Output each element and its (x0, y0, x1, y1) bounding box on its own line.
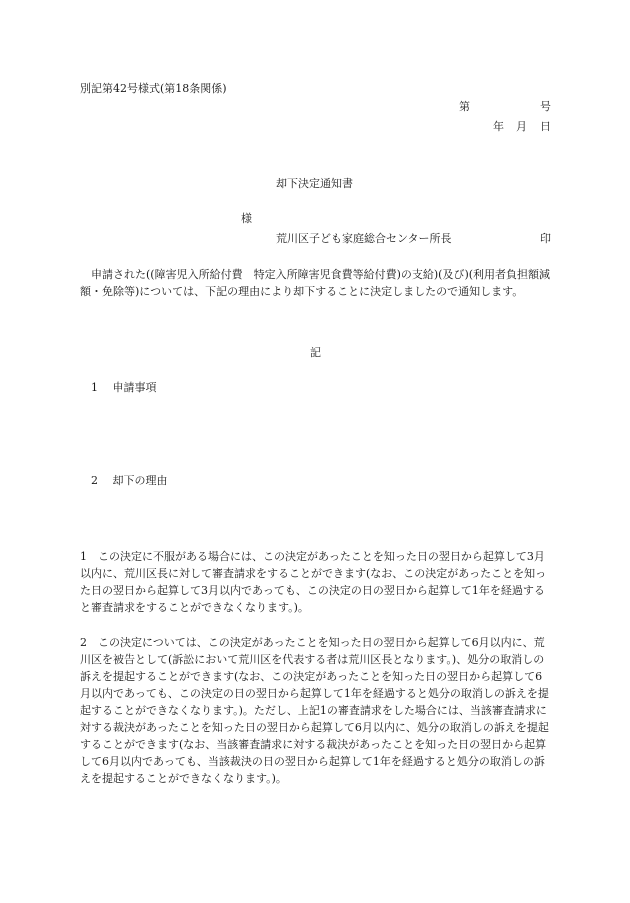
date-year: 年 (493, 120, 504, 133)
item-label: 申請事項 (112, 381, 157, 394)
note-1 (80, 548, 552, 616)
date-month: 月 (516, 120, 527, 133)
seal-mark: 印 (540, 232, 551, 245)
addressee-suffix: 様 (241, 212, 252, 225)
note-text: 2 この決定については、この決定があったことを知った日の翌日から起算して6月以内に、荒川区を被告として(訴訟において荒川区を代表する者は荒川区長となります。)、処分の取消しの訴えを提起することができます(なお、この決定があったことを知った日の翌日から起算して6月以内であっても、この決定の日の翌日から起算して1年を経過すると処分の取消しの訴えを提起することができなくなります。)。ただし、上記1の審査請求をした場合には、当該審査請求に対する裁決があったことを知った日の翌日から起算して6月以内に、処分の取消しの訴えを提起することができます(なお、当該審査請求に対する裁決があったことを知った日の翌日から起算して6月以内であっても、当該裁決の日の翌日から起算して1年を経過すると処分の取消しの訴えを提起することができなくなります。)。 (80, 636, 549, 785)
item-2 (91, 474, 168, 488)
form-label: 別記第42号様式(第18条関係) (80, 82, 227, 95)
note-2 (80, 634, 552, 787)
document-title: 却下決定通知書 (276, 177, 353, 190)
body-text: 申請された((障害児入所給付費 特定入所障害児食費等給付費)の支給)(及び)(利用者負担額減額・免除等)については、下記の理由により却下することに決定しましたので通知します。 (80, 268, 551, 298)
body-paragraph (80, 266, 552, 300)
item-number: 2 (91, 474, 98, 487)
ki-heading: 記 (310, 346, 321, 359)
item-1 (91, 381, 157, 395)
note-text: 1 この決定に不服がある場合には、この決定があったことを知った日の翌日から起算して3月以内に、荒川区長に対して審査請求をすることができます(なお、この決定があったことを知った日の翌日から起算して3月以内であっても、この決定の日の翌日から起算して1年を経過すると審査請求をすることができなくなります。)。 (80, 550, 547, 614)
doc-number-suffix: 号 (540, 100, 551, 113)
item-label: 却下の理由 (112, 474, 168, 487)
issuer-name: 荒川区子ども家庭総合センター所長 (276, 232, 452, 245)
item-number: 1 (91, 381, 98, 394)
doc-number-prefix: 第 (459, 100, 470, 113)
date-day: 日 (540, 120, 551, 133)
